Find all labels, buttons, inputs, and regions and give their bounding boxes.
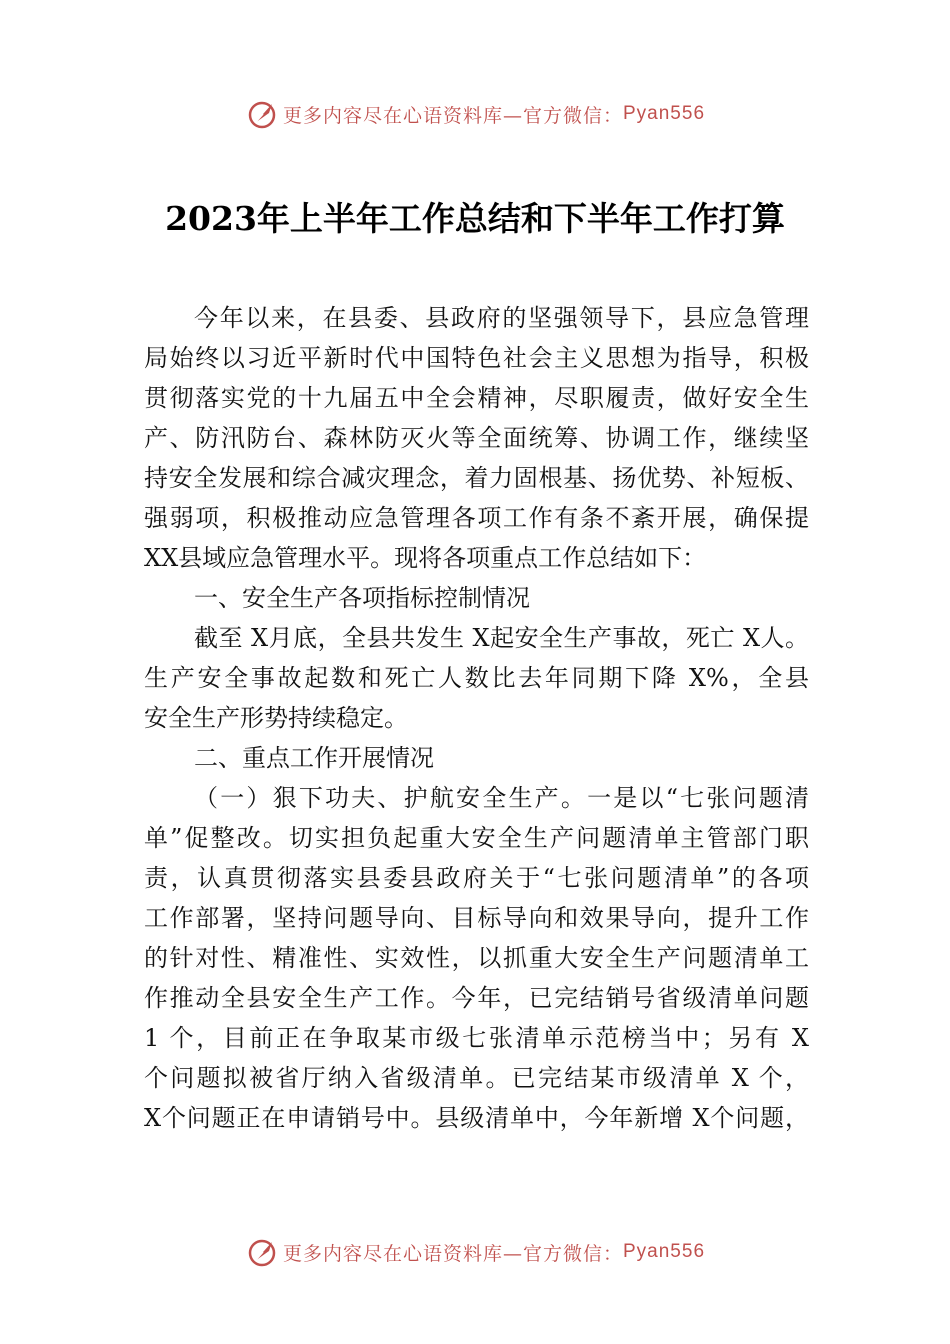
body-line: 个问题拟被省厅纳入省级清单。已完结某市级清单 X 个， — [144, 1064, 809, 1092]
watermark-text: 更多内容尽在心语资料库—官方微信： — [282, 104, 623, 127]
body-line: 产、防汛防台、森林防灭火等全面统筹、协调工作，继续坚 — [144, 424, 809, 452]
watermark-wechat-id: Pyan556 — [623, 1241, 706, 1262]
quill-logo-icon — [245, 1235, 279, 1269]
body-line: XX县域应急管理水平。现将各项重点工作总结如下： — [144, 544, 707, 572]
section-heading: 一、安全生产各项指标控制情况 — [194, 584, 530, 612]
watermark-footer — [0, 1232, 950, 1272]
watermark-header — [0, 94, 950, 134]
watermark-text: 更多内容尽在心语资料库—官方微信： — [282, 1242, 623, 1265]
body-line: 单”促整改。切实担负起重大安全生产问题清单主管部门职 — [144, 824, 809, 852]
body-line: 生产安全事故起数和死亡人数比去年同期下降 X%，全县 — [144, 664, 809, 692]
body-line: 1 个，目前正在争取某市级七张清单示范榜当中；另有 X — [144, 1024, 809, 1052]
body-line: 作推动全县安全生产工作。今年，已完结销号省级清单问题 — [144, 984, 809, 1012]
document-body — [144, 298, 809, 1138]
body-line: 截至 X月底，全县共发生 X起安全生产事故，死亡 X人。 — [194, 624, 809, 652]
body-line: 工作部署，坚持问题导向、目标导向和效果导向，提升工作 — [144, 904, 809, 932]
body-line: 贯彻落实党的十九届五中全会精神，尽职履责，做好安全生 — [144, 384, 809, 412]
body-line: 局始终以习近平新时代中国特色社会主义思想为指导，积极 — [144, 344, 809, 372]
quill-logo-icon — [245, 97, 279, 131]
watermark-wechat-id: Pyan556 — [623, 103, 706, 124]
body-line: 持安全发展和综合减灾理念，着力固根基、扬优势、补短板、 — [144, 464, 809, 492]
body-line: 的针对性、精准性、实效性，以抓重大安全生产问题清单工 — [144, 944, 809, 972]
body-line: 今年以来，在县委、县政府的坚强领导下，县应急管理 — [194, 304, 809, 332]
body-line: X个问题正在申请销号中。县级清单中，今年新增 X个问题， — [144, 1104, 809, 1132]
document-title: 2023年上半年工作总结和下半年工作打算 — [165, 199, 785, 238]
section-heading: 二、重点工作开展情况 — [194, 744, 434, 772]
body-line: （一）狠下功夫、护航安全生产。一是以“七张问题清 — [194, 784, 809, 812]
body-line: 安全生产形势持续稳定。 — [144, 704, 408, 732]
body-line: 责，认真贯彻落实县委县政府关于“七张问题清单”的各项 — [144, 864, 809, 892]
body-line: 强弱项，积极推动应急管理各项工作有条不紊开展，确保提 — [144, 504, 809, 532]
